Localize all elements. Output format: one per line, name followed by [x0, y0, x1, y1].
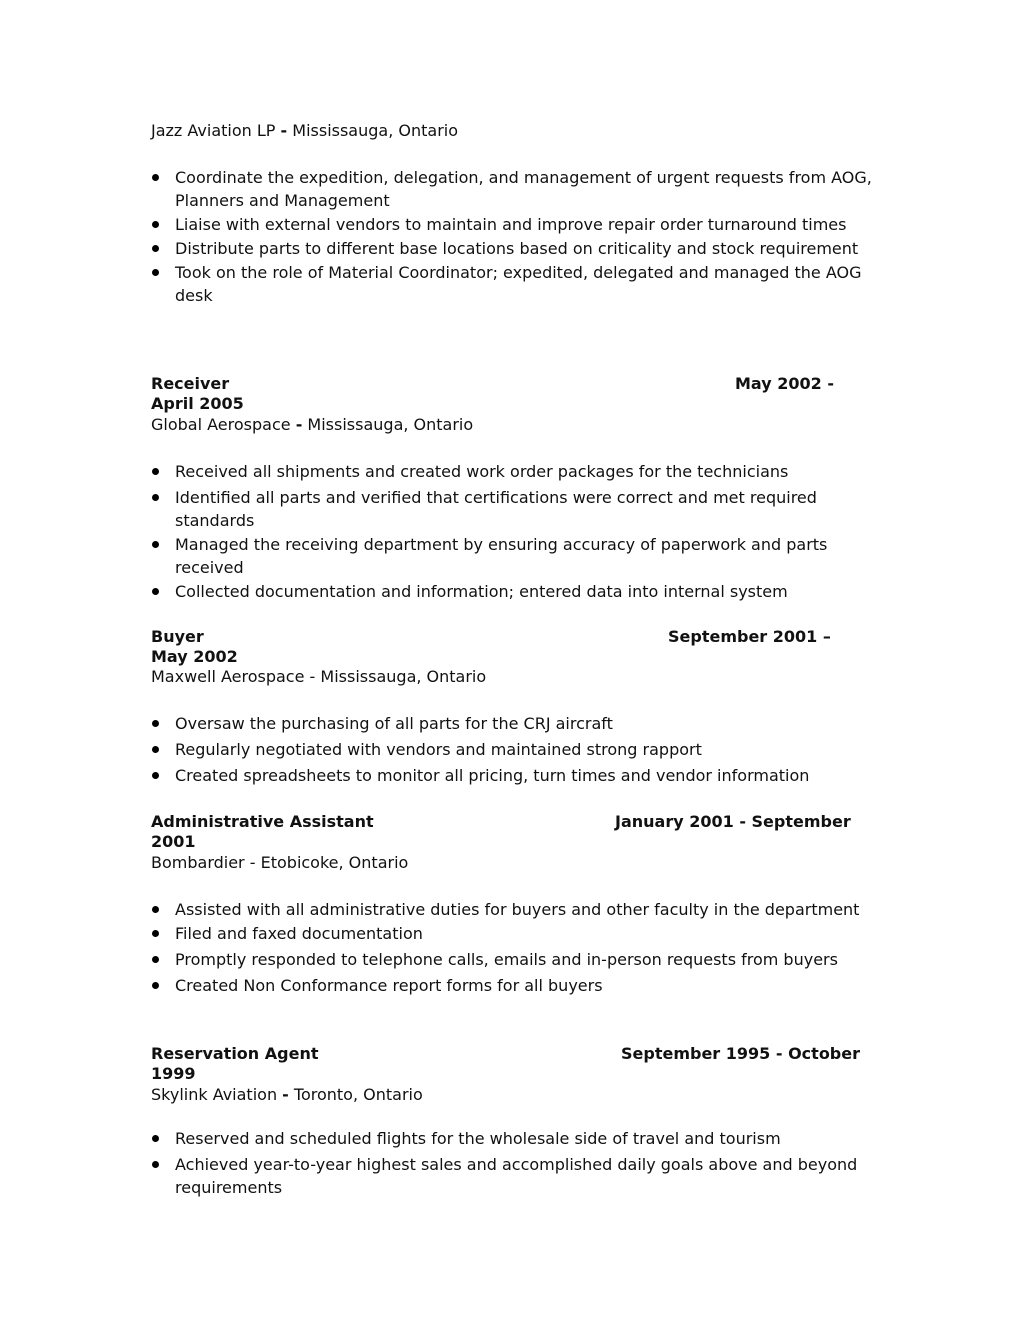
job-dates-end: May 2002	[151, 647, 238, 666]
list-item: Created spreadsheets to monitor all pricing, turn times and vendor information	[151, 764, 881, 787]
company-location: Mississauga, Ontario	[320, 667, 487, 686]
list-item: Managed the receiving department by ensuring accuracy of paperwork and parts received	[151, 533, 881, 579]
list-item: Distribute parts to different base locations based on criticality and stock requirement	[151, 237, 881, 260]
bullet-icon	[152, 221, 159, 228]
list-item: Regularly negotiated with vendors and maintained strong rapport	[151, 738, 881, 761]
company-line	[151, 414, 473, 436]
job-dates-end: 1999	[151, 1064, 196, 1083]
job-title: Receiver	[151, 374, 230, 393]
bullet-icon	[152, 906, 159, 913]
list-item: Liaise with external vendors to maintain and improve repair order turnaround times	[151, 213, 881, 236]
list-item: Created Non Conformance report forms for all buyers	[151, 974, 881, 997]
company-line	[151, 666, 486, 688]
company-name: Jazz Aviation LP	[151, 121, 276, 140]
company-location: Mississauga, Ontario	[292, 121, 459, 140]
list-item: Took on the role of Material Coordinator; expedited, delegated and managed the AOG desk	[151, 261, 881, 307]
company-name: Skylink Aviation	[151, 1085, 278, 1104]
job-dates: May 2002 -	[735, 374, 834, 393]
list-item: Achieved year-to-year highest sales and accomplished daily goals above and beyond requirements	[151, 1153, 881, 1199]
company-location: Toronto, Ontario	[293, 1085, 423, 1104]
bullet-icon	[152, 930, 159, 937]
separator: -	[282, 1085, 289, 1104]
bullet-list	[151, 460, 881, 604]
list-item: Reserved and scheduled flights for the wholesale side of travel and tourism	[151, 1127, 881, 1150]
bullet-icon	[152, 746, 159, 753]
bullet-icon	[152, 720, 159, 727]
bullet-icon	[152, 468, 159, 475]
separator: -	[280, 121, 288, 140]
company-name: Global Aerospace	[151, 415, 291, 434]
job-dates: September 2001 –	[668, 627, 831, 646]
bullet-icon	[152, 494, 159, 501]
job-dates-end: 2001	[151, 832, 196, 851]
list-item: Received all shipments and created work order packages for the technicians	[151, 460, 881, 483]
company-location: Etobicoke, Ontario	[260, 853, 409, 872]
job-dates: January 2001 - September	[615, 812, 851, 831]
list-item: Promptly responded to telephone calls, emails and in-person requests from buyers	[151, 948, 881, 971]
bullet-list	[151, 898, 881, 998]
bullet-icon	[152, 1135, 159, 1142]
bullet-icon	[152, 174, 159, 181]
list-item: Collected documentation and information; entered data into internal system	[151, 580, 881, 603]
separator: -	[309, 667, 316, 686]
bullet-icon	[152, 982, 159, 989]
bullet-icon	[152, 245, 159, 252]
job-title: Administrative Assistant	[151, 812, 374, 831]
job-dates: September 1995 - October	[621, 1044, 860, 1063]
bullet-icon	[152, 1161, 159, 1168]
company-line	[151, 120, 458, 142]
company-line	[151, 1084, 423, 1106]
company-name: Maxwell Aerospace	[151, 667, 305, 686]
bullet-icon	[152, 541, 159, 548]
job-dates-end: April 2005	[151, 394, 244, 413]
bullet-icon	[152, 269, 159, 276]
list-item: Assisted with all administrative duties for buyers and other faculty in the department	[151, 898, 881, 921]
bullet-list	[151, 166, 881, 308]
list-item: Identified all parts and verified that certifications were correct and met required standards	[151, 486, 881, 532]
job-title: Buyer	[151, 627, 204, 646]
bullet-list	[151, 1127, 881, 1200]
bullet-icon	[152, 956, 159, 963]
list-item: Coordinate the expedition, delegation, and management of urgent requests from AOG, Planners and Management	[151, 166, 881, 212]
bullet-icon	[152, 772, 159, 779]
bullet-icon	[152, 588, 159, 595]
company-line	[151, 852, 408, 874]
list-item: Filed and faxed documentation	[151, 922, 881, 945]
job-title: Reservation Agent	[151, 1044, 319, 1063]
list-item: Oversaw the purchasing of all parts for the CRJ aircraft	[151, 712, 881, 735]
company-location: Mississauga, Ontario	[307, 415, 474, 434]
bullet-list	[151, 712, 881, 788]
company-name: Bombardier	[151, 853, 245, 872]
separator: -	[295, 415, 303, 434]
separator: -	[249, 853, 256, 872]
